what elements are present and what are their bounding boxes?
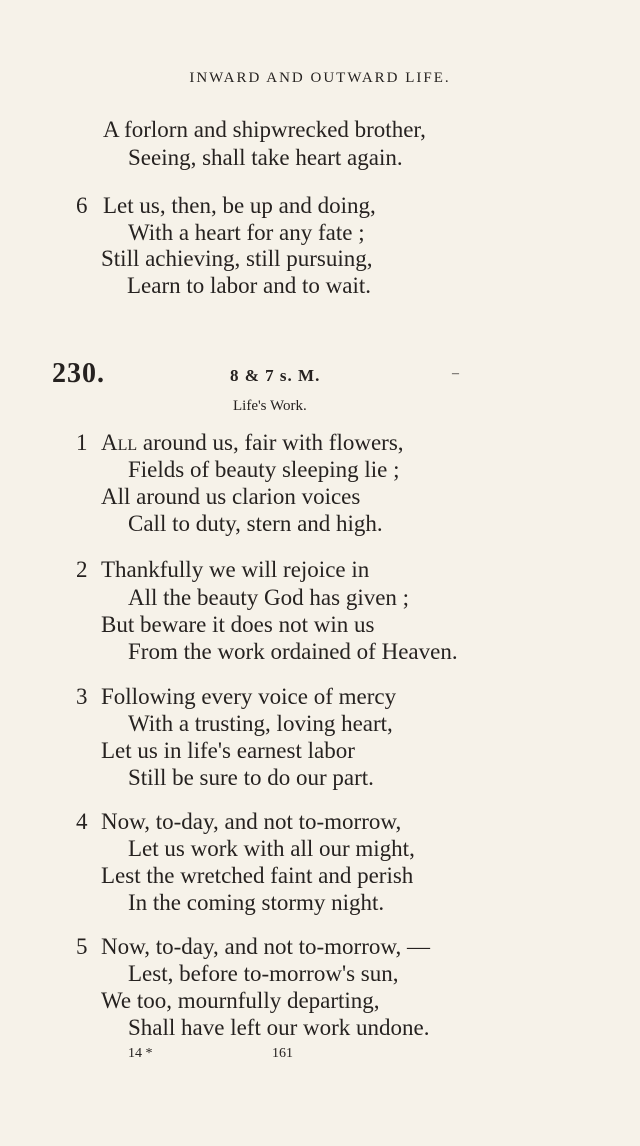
poem-line: Lest, before to-morrow's sun, bbox=[128, 961, 399, 986]
verse-number: 3 bbox=[76, 684, 88, 709]
hymn-number: 230. bbox=[52, 358, 105, 389]
poem-line: From the work ordained of Heaven. bbox=[128, 639, 458, 664]
poem-line: Fields of beauty sleeping lie ; bbox=[128, 457, 400, 482]
poem-line: Still achieving, still pursuing, bbox=[101, 246, 373, 271]
poem-line: All the beauty God has given ; bbox=[128, 585, 410, 610]
poem-line: Lest the wretched faint and perish bbox=[101, 863, 414, 888]
poem-line: Thankfully we will rejoice in bbox=[101, 557, 370, 582]
poem-line: With a trusting, loving heart, bbox=[128, 711, 393, 736]
poem-line: We too, mournfully departing, bbox=[101, 988, 380, 1013]
poem-line: With a heart for any fate ; bbox=[128, 220, 365, 245]
signature-mark: 14 * bbox=[128, 1046, 153, 1061]
verse-number: 4 bbox=[76, 809, 88, 834]
poem-line: Learn to labor and to wait. bbox=[127, 273, 371, 298]
verse-number: 1 bbox=[76, 430, 88, 455]
running-header: INWARD AND OUTWARD LIFE. bbox=[189, 70, 451, 86]
poem-line: Call to duty, stern and high. bbox=[128, 511, 383, 536]
poem-line: Let us in life's earnest labor bbox=[101, 738, 355, 763]
poem-line bbox=[101, 430, 404, 456]
poem-line: A forlorn and shipwrecked brother, bbox=[103, 117, 426, 142]
margin-dash: – bbox=[452, 366, 459, 381]
page-number: 161 bbox=[272, 1046, 293, 1061]
verse-number: 5 bbox=[76, 934, 88, 959]
poem-line: Now, to-day, and not to-morrow, — bbox=[101, 934, 430, 959]
poem-line: Let us work with all our might, bbox=[128, 836, 415, 861]
hymn-title: Life's Work. bbox=[233, 398, 307, 414]
poem-line: All around us clarion voices bbox=[101, 484, 361, 509]
line-rest: around us, fair with flowers, bbox=[137, 430, 404, 455]
poem-line: In the coming stormy night. bbox=[128, 890, 385, 915]
poem-line: Following every voice of mercy bbox=[101, 684, 397, 709]
poem-line: Shall have left our work undone. bbox=[128, 1015, 430, 1040]
poem-line: Still be sure to do our part. bbox=[128, 765, 374, 790]
initial-word: All bbox=[101, 430, 138, 455]
poem-line: Let us, then, be up and doing, bbox=[103, 193, 376, 218]
hymn-meter: 8 & 7 s. M. bbox=[230, 366, 321, 385]
poem-line: Now, to-day, and not to-morrow, bbox=[101, 809, 402, 834]
poem-line: But beware it does not win us bbox=[101, 612, 375, 637]
verse-number: 2 bbox=[76, 557, 88, 582]
poem-line: Seeing, shall take heart again. bbox=[128, 145, 403, 170]
verse-number: 6 bbox=[76, 193, 88, 218]
